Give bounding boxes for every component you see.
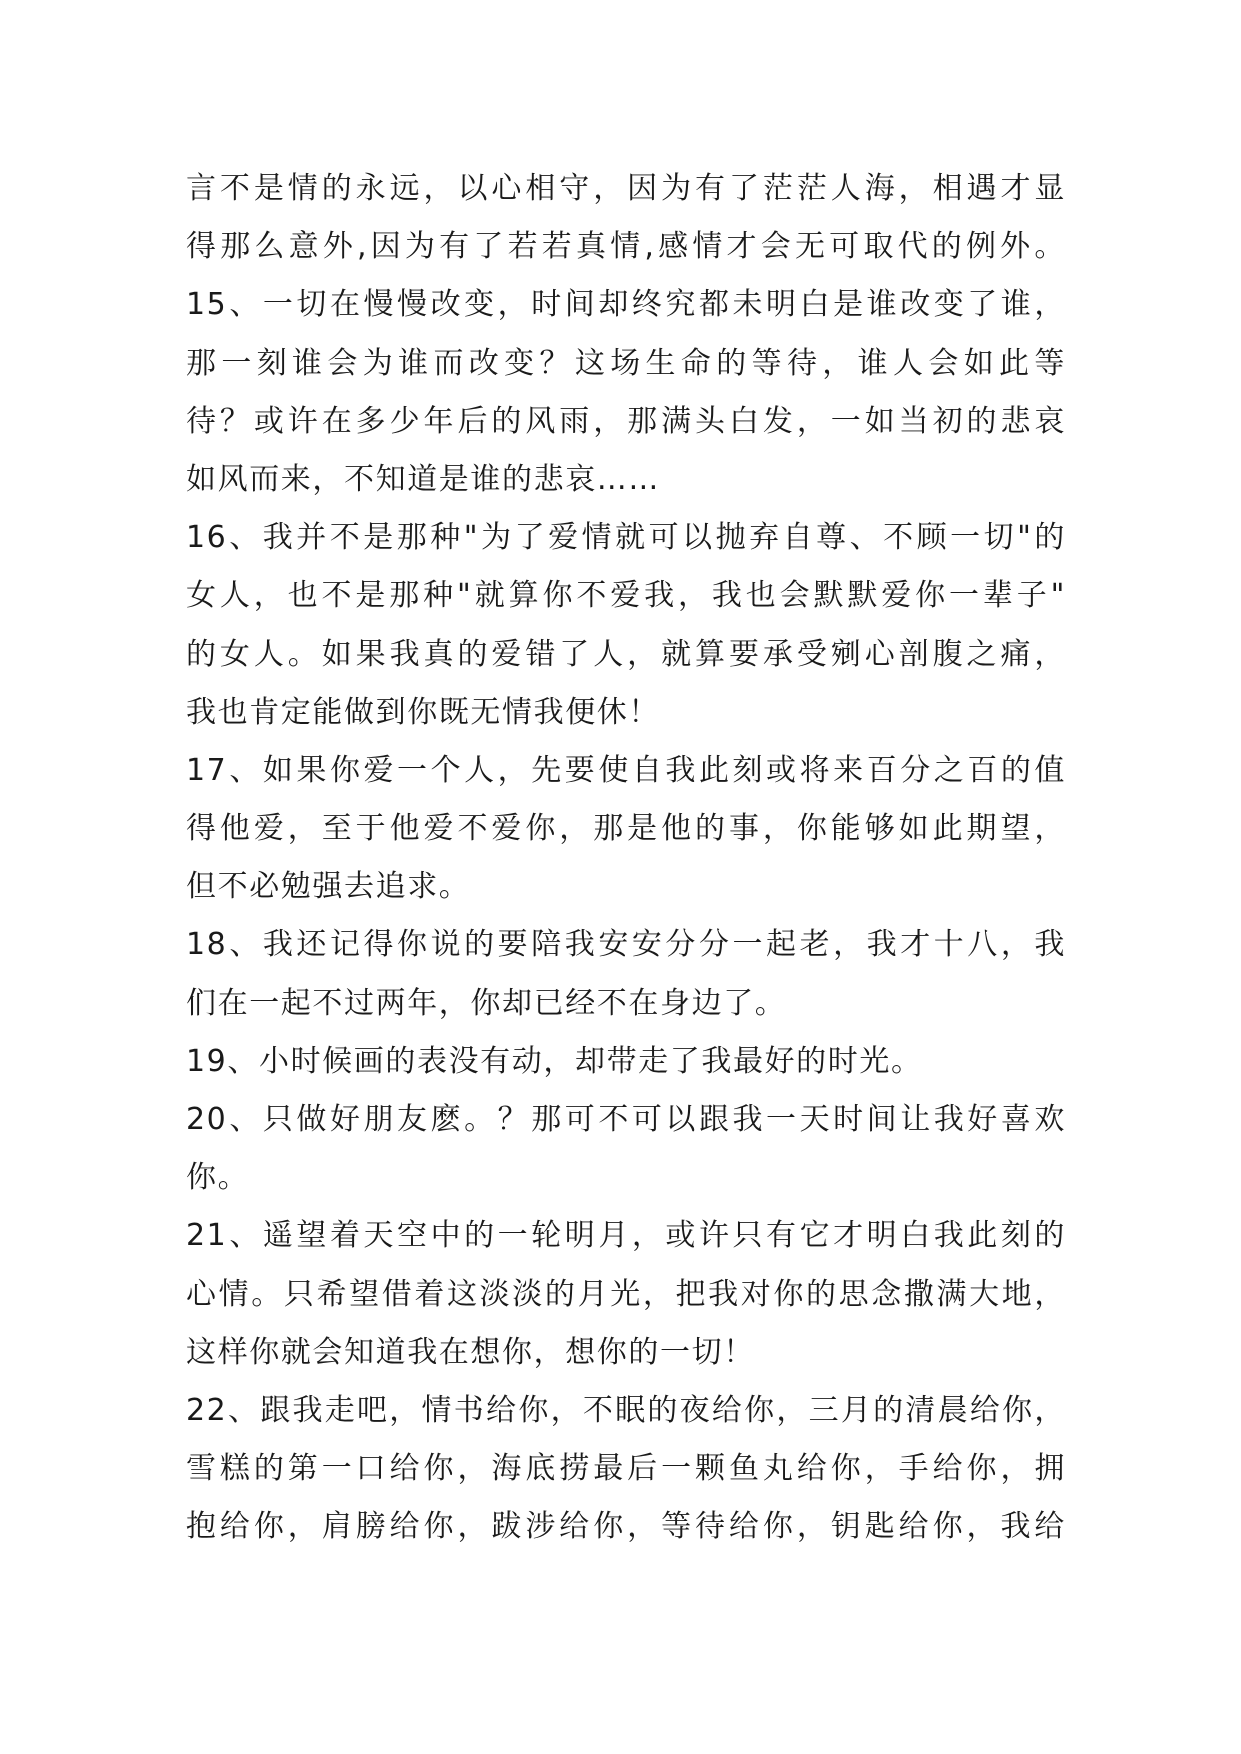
text-line: 这样你就会知道我在想你，想你的一切！: [186, 1334, 755, 1370]
text-line: 们在一起不过两年，你却已经不在身边了。: [186, 985, 787, 1021]
text-line: 15、一切在慢慢改变，时间却终究都未明白是谁改变了谁，: [186, 287, 1066, 323]
text-line: 得他爱，至于他爱不爱你，那是他的事，你能够如此期望，: [186, 811, 1066, 847]
text-line: 16、我并不是那种"为了爱情就可以抛弃自尊、不顾一切"的: [186, 520, 1066, 556]
text-line: 18、我还记得你说的要陪我安安分分一起老，我才十八，我: [186, 927, 1066, 963]
text-line: 得那么意外,因为有了若若真情,感情才会无可取代的例外。: [186, 229, 1066, 265]
text-line: 我也肯定能做到你既无情我便休！: [186, 694, 660, 730]
text-line: 17、如果你爱一个人，先要使自我此刻或将来百分之百的值: [186, 752, 1066, 788]
text-line: 22、跟我走吧，情书给你，不眠的夜给你，三月的清晨给你，: [186, 1392, 1066, 1428]
text-line: 的女人。如果我真的爱错了人，就算要承受剜心剖腹之痛，: [186, 636, 1066, 672]
text-line: 言不是情的永远，以心相守，因为有了茫茫人海，相遇才显: [186, 171, 1066, 206]
document-body: [186, 160, 1066, 1557]
text-line: 你。: [186, 1160, 250, 1196]
text-line: 21、遥望着天空中的一轮明月，或许只有它才明白我此刻的: [186, 1218, 1066, 1254]
text-line: 如风而来，不知道是谁的悲哀……: [186, 461, 660, 497]
text-line: 心情。只希望借着这淡淡的月光，把我对你的思念撒满大地，: [186, 1276, 1066, 1312]
text-line: 女人，也不是那种"就算你不爱我，我也会默默爱你一辈子": [186, 578, 1066, 614]
text-line: 但不必勉强去追求。: [186, 869, 471, 905]
text-line: 抱给你，肩膀给你，跋涉给你，等待给你，钥匙给你，我给: [186, 1509, 1066, 1545]
text-line: 20、只做好朋友麽。？那可不可以跟我一天时间让我好喜欢: [186, 1102, 1066, 1137]
text-line: 19、小时候画的表没有动，却带走了我最好的时光。: [186, 1043, 923, 1079]
text-line: 雪糕的第一口给你，海底捞最后一颗鱼丸给你，手给你，拥: [186, 1451, 1066, 1487]
text-line: 那一刻谁会为谁而改变？这场生命的等待，谁人会如此等: [186, 345, 1066, 381]
text-line: 待？或许在多少年后的风雨，那满头白发，一如当初的悲哀: [186, 403, 1066, 439]
